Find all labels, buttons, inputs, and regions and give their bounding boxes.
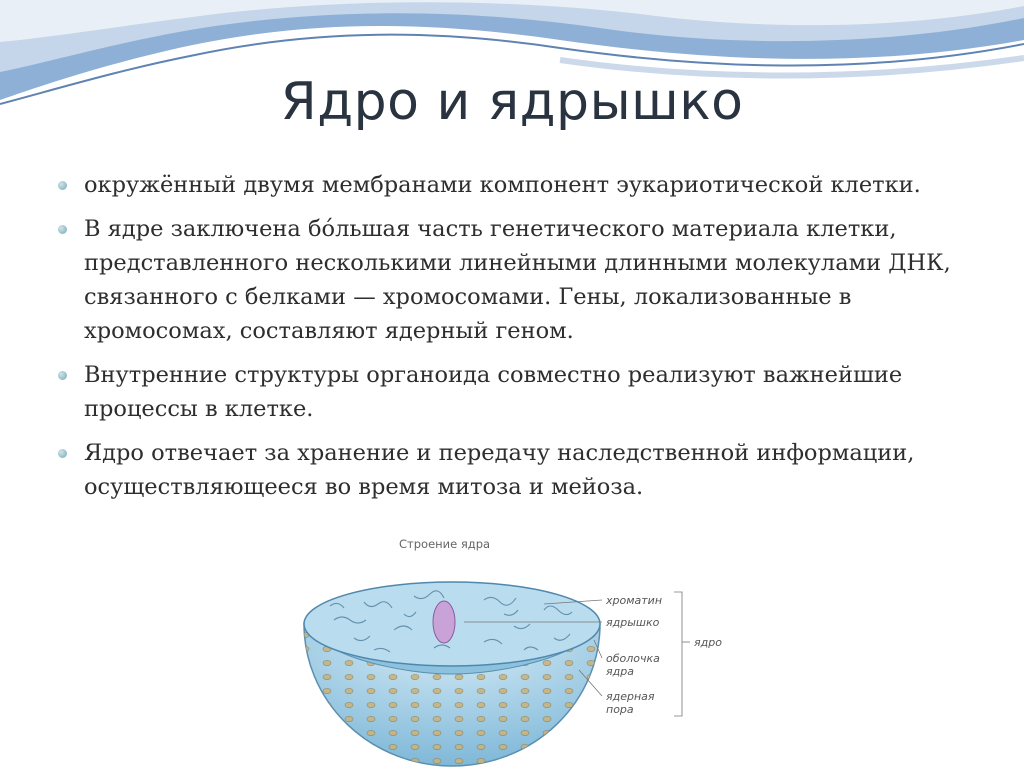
bullet-text: В ядре заключена бо́льшая часть генетического материала клетки, представленного несколькими линейными длинными молекулами ДНК, связанного с белками — хромосомами. Гены, локализованные в хромосомах, составляют ядерный геном.: [84, 216, 951, 344]
nucleus-diagram: [294, 530, 738, 767]
bullet-item: [58, 358, 978, 426]
nucleolus: [433, 601, 455, 643]
label-chromatin: хроматин: [606, 594, 663, 607]
bullet-dot-icon: [58, 371, 67, 380]
bullet-text: Внутренние структуры органоида совместно реализуют важнейшие процессы в клетке.: [84, 362, 903, 422]
label-nucleus: ядро: [694, 636, 722, 649]
label-envelope-2: ядра: [606, 665, 634, 678]
diagram-title: Строение ядра: [399, 537, 491, 551]
bullet-item: [58, 436, 978, 504]
bullet-list: [58, 168, 978, 514]
bullet-item: [58, 168, 978, 202]
label-pore: ядерная: [606, 690, 655, 703]
bullet-text: окружённый двумя мембранами компонент эукариотической клетки.: [84, 172, 921, 198]
bullet-dot-icon: [58, 181, 67, 190]
bullet-item: [58, 212, 978, 348]
bullet-dot-icon: [58, 225, 67, 234]
slide-title: Ядро и ядрышко: [280, 72, 744, 132]
label-pore-2: пора: [606, 703, 634, 716]
bullet-dot-icon: [58, 449, 67, 458]
bullet-text: Ядро отвечает за хранение и передачу наследственной информации, осуществляющееся во время митоза и мейоза.: [84, 440, 915, 500]
label-nucleolus: ядрышко: [606, 616, 660, 629]
label-envelope: оболочка: [606, 652, 660, 665]
